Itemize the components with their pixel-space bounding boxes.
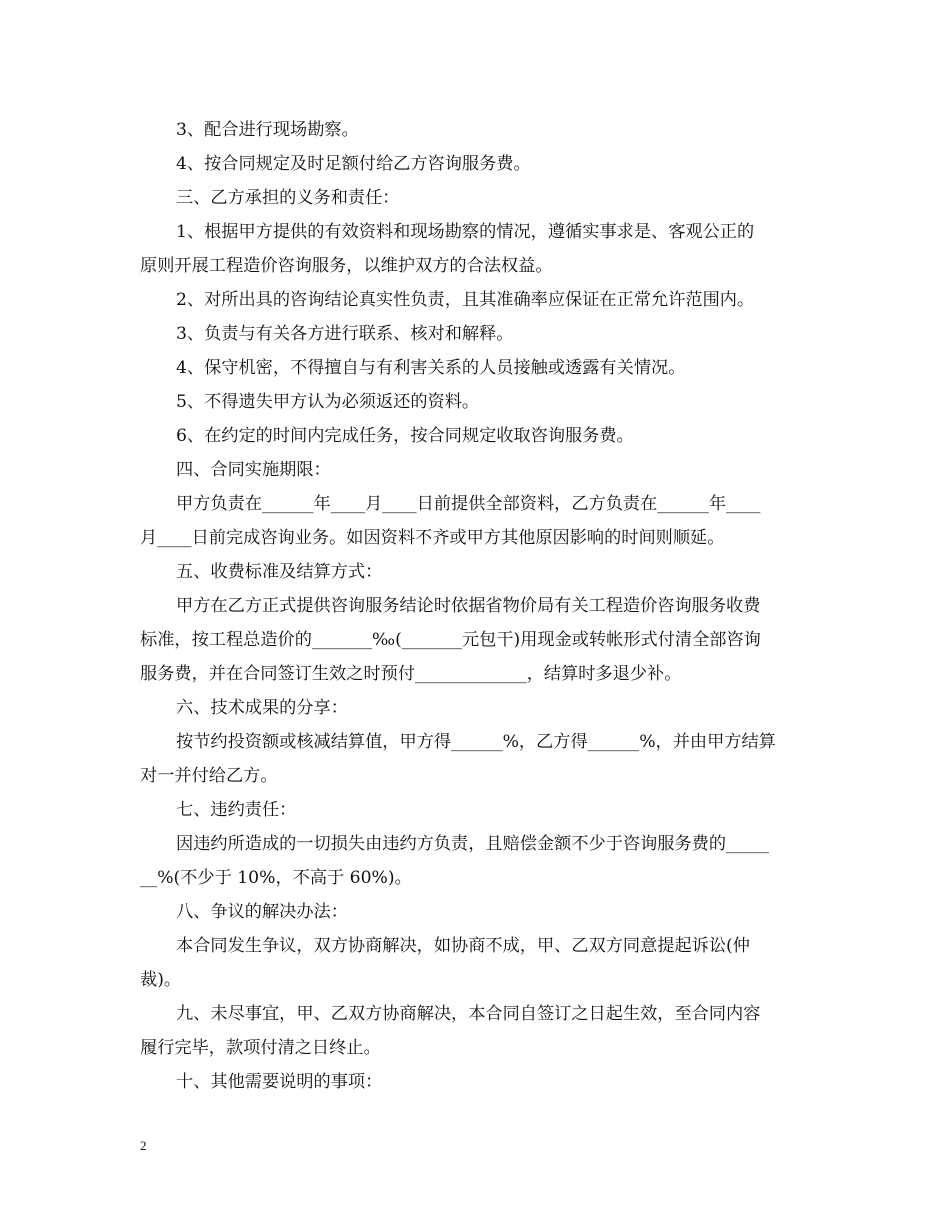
section-heading: 七、违约责任：	[176, 800, 297, 820]
text-line: 服务费，并在合同签订生效之时预付_____________，结算时多退少补。	[140, 664, 682, 684]
text-line: 3、配合进行现场勘察。	[176, 120, 359, 140]
section-heading: 十、其他需要说明的事项：	[176, 1072, 383, 1092]
text-line: 月____日前完成咨询业务。如因资料不齐或甲方其他原因影响的时间则顺延。	[140, 528, 725, 548]
text-line: 甲方在乙方正式提供咨询服务结论时依据省物价局有关工程造价咨询服务收费	[176, 596, 761, 616]
text-line: __%(不少于 10%，不高于 60%)。	[140, 868, 412, 888]
text-line: 4、按合同规定及时足额付给乙方咨询服务费。	[176, 154, 531, 174]
section-heading: 六、技术成果的分享：	[176, 698, 348, 718]
section-heading: 五、收费标准及结算方式：	[176, 562, 383, 582]
text-line: 裁)。	[140, 970, 182, 990]
text-line: 5、不得遗失甲方认为必须返还的资料。	[176, 392, 480, 412]
document-body	[140, 113, 810, 1099]
text-line: 6、在约定的时间内完成任务，按合同规定收取咨询服务费。	[176, 426, 634, 446]
text-line: 按节约投资额或核减结算值，甲方得______%，乙方得______%，并由甲方结算	[176, 732, 776, 752]
text-line: 因违约所造成的一切损失由违约方负责，且赔偿金额不少于咨询服务费的_____	[176, 834, 769, 854]
text-line: 4、保守机密，不得擅自与有利害关系的人员接触或透露有关情况。	[176, 358, 686, 378]
section-heading: 三、乙方承担的义务和责任：	[176, 188, 400, 208]
text-line: 甲方负责在______年____月____日前提供全部资料，乙方负责在______年____	[176, 494, 761, 514]
page-number: 2	[140, 1138, 147, 1153]
text-line: 履行完毕，款项付清之日终止。	[140, 1038, 381, 1058]
text-line: 3、负责与有关各方进行联系、核对和解释。	[176, 324, 514, 344]
section-heading: 八、争议的解决办法：	[176, 902, 348, 922]
text-line: 标准，按工程总造价的_______‰(_______元包干)用现金或转帐形式付清全部咨询	[140, 630, 761, 650]
text-line: 2、对所出具的咨询结论真实性负责，且其准确率应保证在正常允许范围内。	[176, 290, 755, 310]
text-line: 九、未尽事宜，甲、乙双方协商解决，本合同自签订之日起生效，至合同内容	[176, 1004, 761, 1024]
text-line: 1、根据甲方提供的有效资料和现场勘察的情况，遵循实事求是、客观公正的	[176, 222, 755, 242]
text-line: 原则开展工程造价咨询服务，以维护双方的合法权益。	[140, 256, 553, 276]
section-heading: 四、合同实施期限：	[176, 460, 331, 480]
text-line: 本合同发生争议，双方协商解决，如协商不成，甲、乙双方同意提起诉讼(仲	[176, 936, 750, 956]
text-line: 对一并付给乙方。	[140, 766, 278, 786]
